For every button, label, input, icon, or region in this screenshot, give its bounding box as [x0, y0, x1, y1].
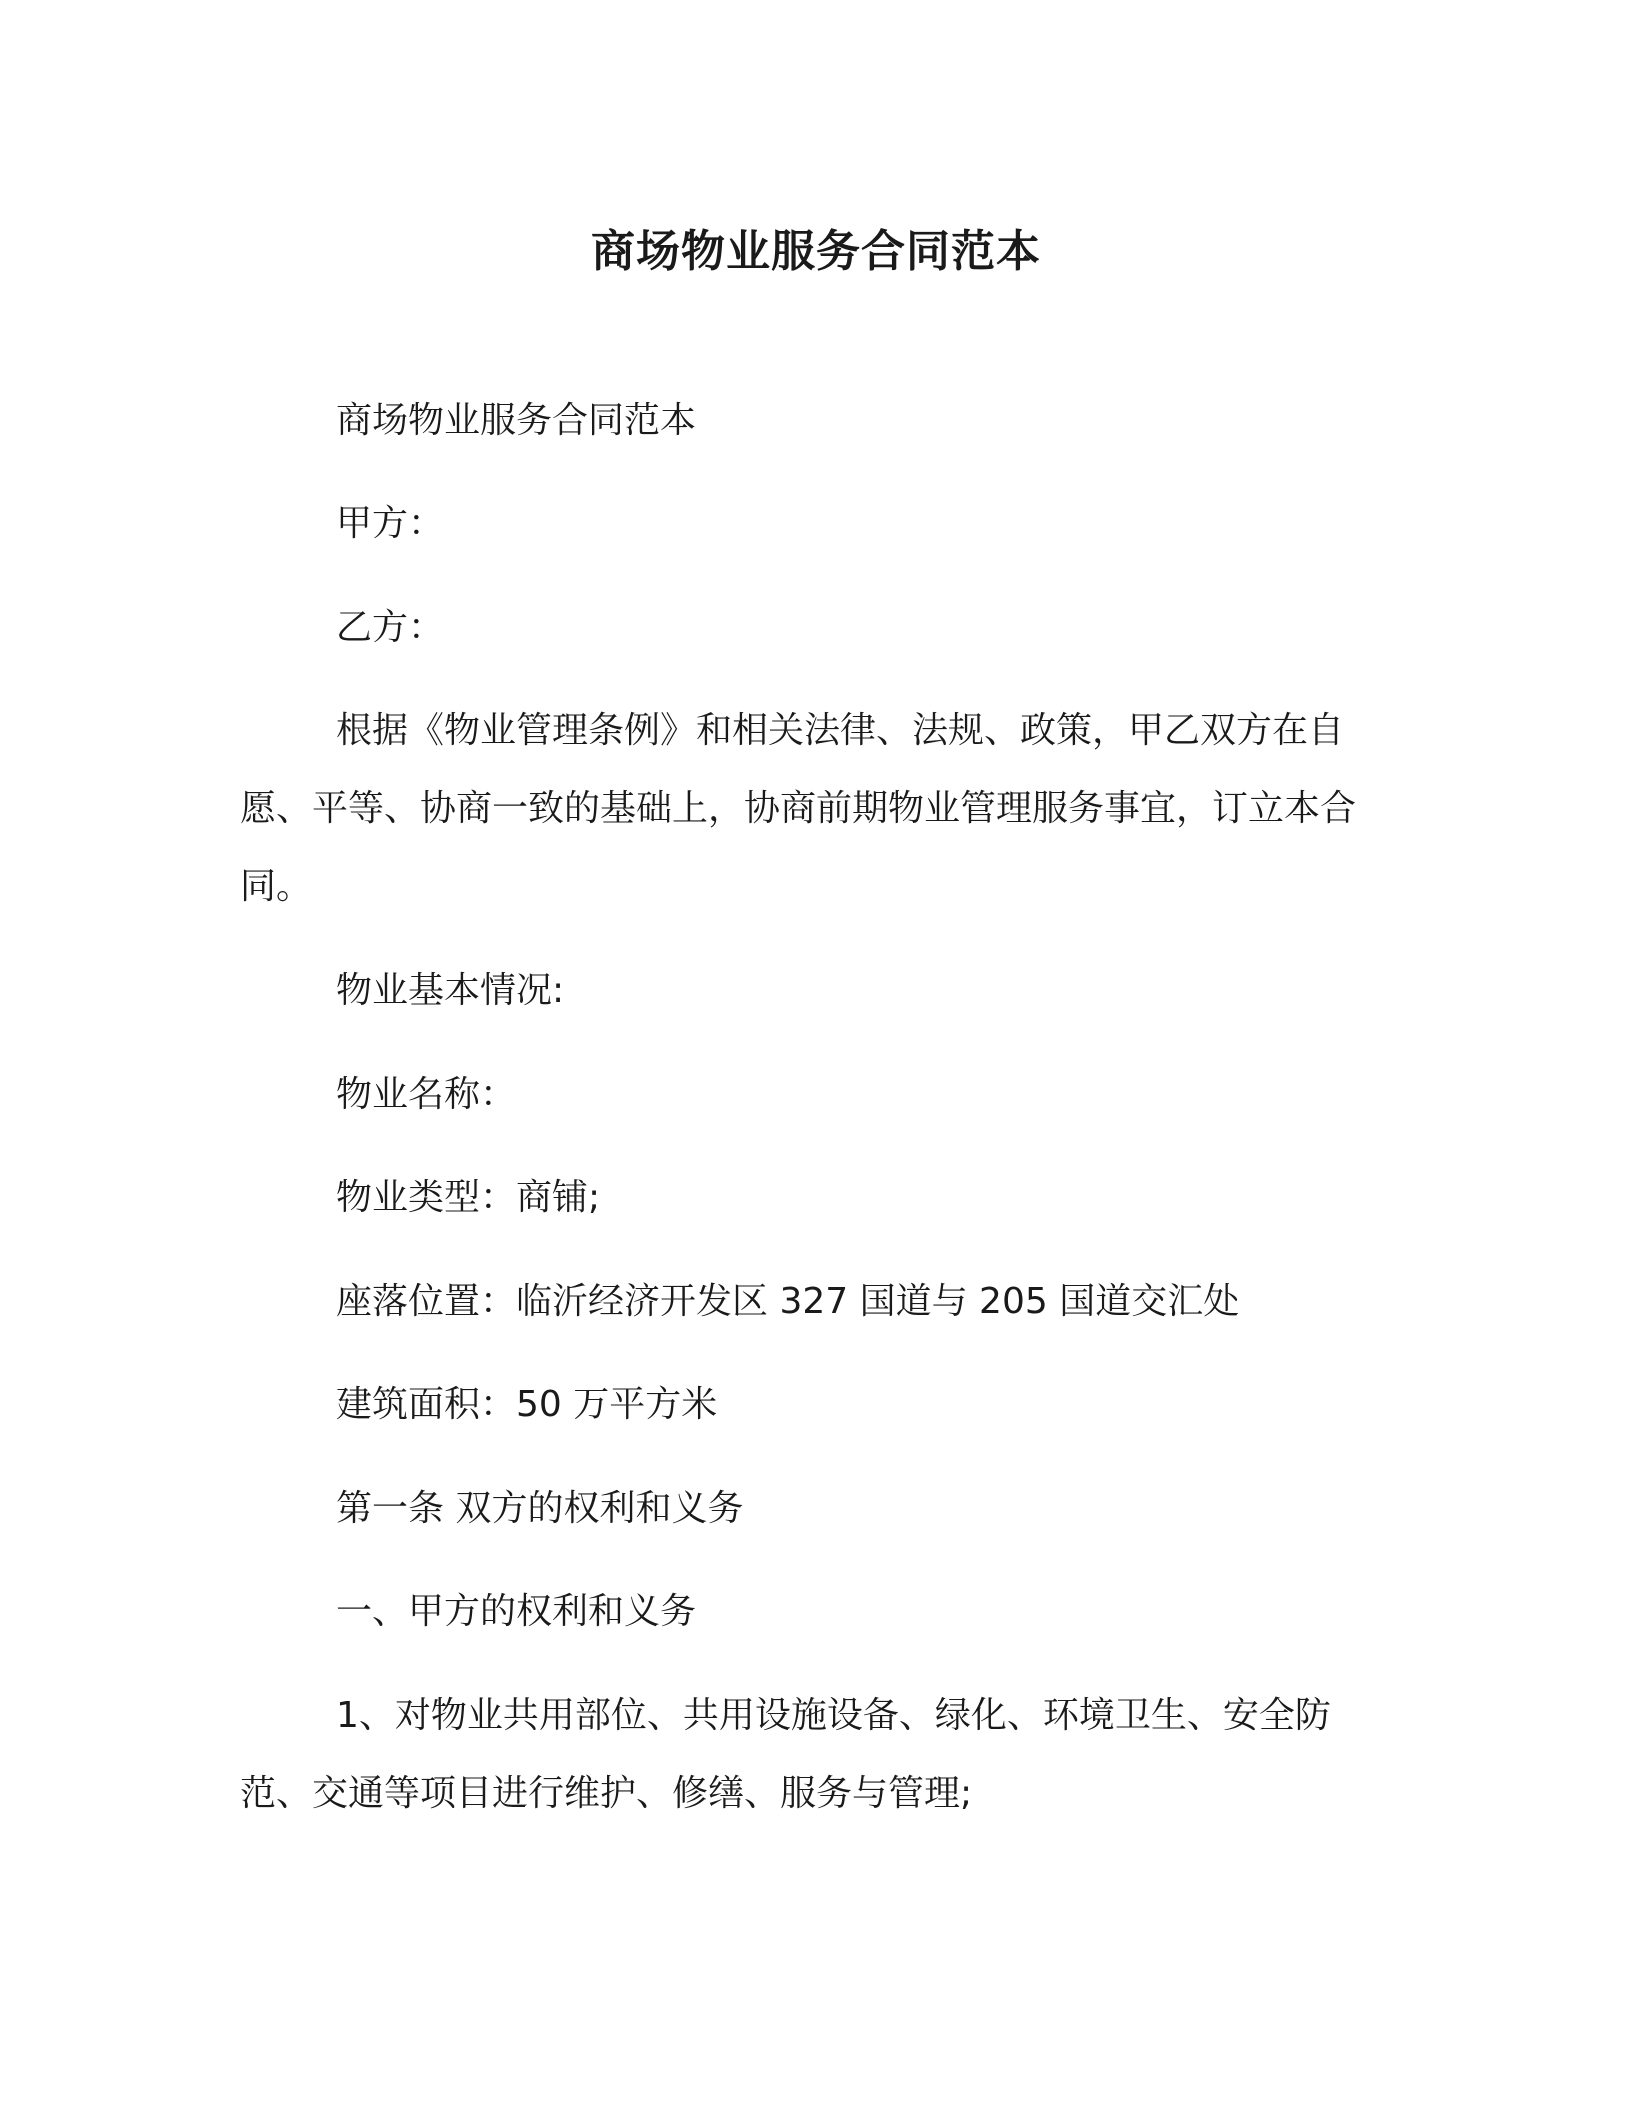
document-title: 商场物业服务合同范本	[591, 226, 1041, 277]
floor-area-paragraph: 建筑面积：50 万平方米	[336, 1384, 718, 1425]
item-1-paragraph: 1、对物业共用部位、共用设施设备、绿化、环境卫生、安全防范、交通等项目进行维护、修缮、服务与管理;	[240, 1695, 1331, 1814]
article-1-heading: 第一条 双方的权利和义务	[336, 1488, 744, 1529]
basis-paragraph: 根据《物业管理条例》和相关法律、法规、政策，甲乙双方在自愿、平等、协商一致的基础上，协商前期物业管理服务事宜，订立本合同。	[240, 710, 1357, 907]
location-paragraph: 座落位置：临沂经济开发区 327 国道与 205 国道交汇处	[336, 1281, 1240, 1322]
property-name-paragraph: 物业名称：	[336, 1074, 517, 1115]
section-1-heading: 一、甲方的权利和义务	[336, 1591, 697, 1632]
subtitle-paragraph: 商场物业服务合同范本	[336, 400, 697, 441]
property-type-paragraph: 物业类型：商铺;	[336, 1177, 601, 1218]
party-b-paragraph: 乙方：	[336, 607, 445, 648]
basic-info-heading: 物业基本情况:	[336, 970, 565, 1011]
party-a-paragraph: 甲方：	[336, 503, 445, 544]
